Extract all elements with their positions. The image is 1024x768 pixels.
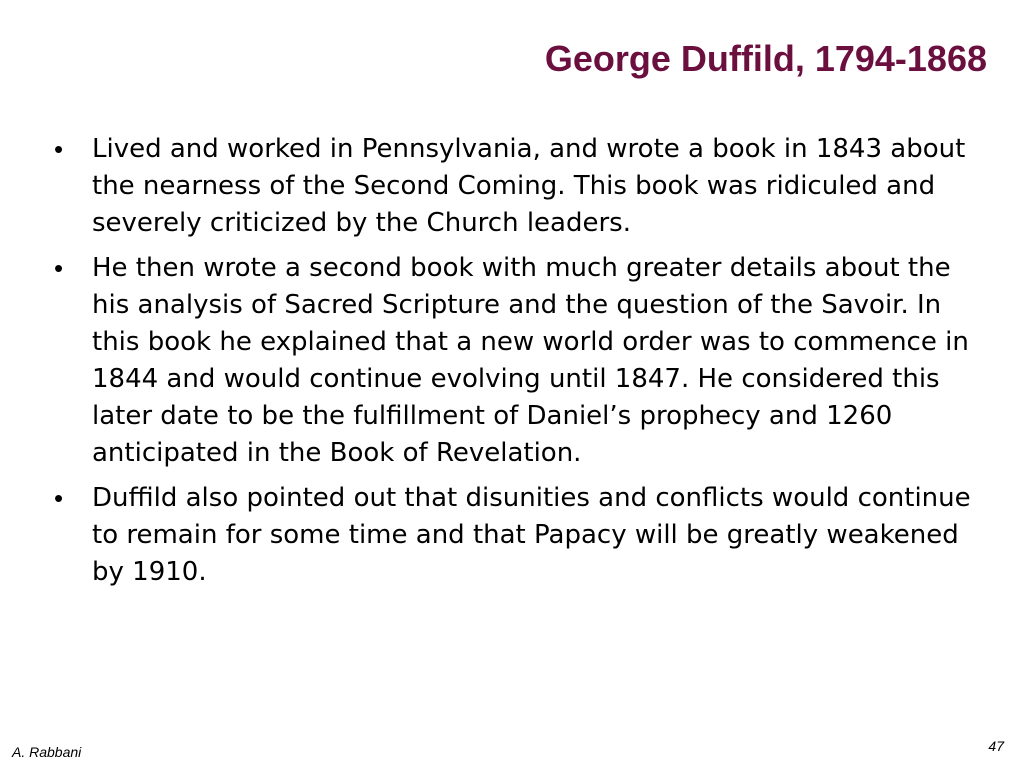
bullet-list: [54, 131, 974, 599]
bullet-text: He then wrote a second book with much greater details about the his analysis of Sacred Scripture and the question of the Savoir. In this book he explained that a new world order was to commence in 1844 and would continue evolving until 1847. He considered this later date to be the fulfillment of Daniel’s prophecy and 1260 anticipated in the Book of Revelation.: [92, 253, 969, 468]
bullet-item: [54, 131, 974, 242]
slide-title: George Duffild, 1794-1868: [544, 38, 987, 79]
bullet-item: [54, 480, 974, 591]
bullet-item: [54, 250, 974, 472]
page-number: 47: [988, 738, 1004, 754]
bullet-text: Lived and worked in Pennsylvania, and wrote a book in 1843 about the nearness of the Second Coming. This book was ridiculed and severely criticized by the Church leaders.: [92, 134, 966, 238]
bullet-icon: •: [54, 253, 64, 283]
bullet-icon: •: [54, 134, 64, 164]
bullet-icon: •: [54, 483, 64, 513]
footer-author: A. Rabbani: [12, 744, 82, 760]
bullet-text: Duffild also pointed out that disunities and conflicts would continue to remain for some time and that Papacy will be greatly weakened by 1910.: [92, 483, 971, 587]
